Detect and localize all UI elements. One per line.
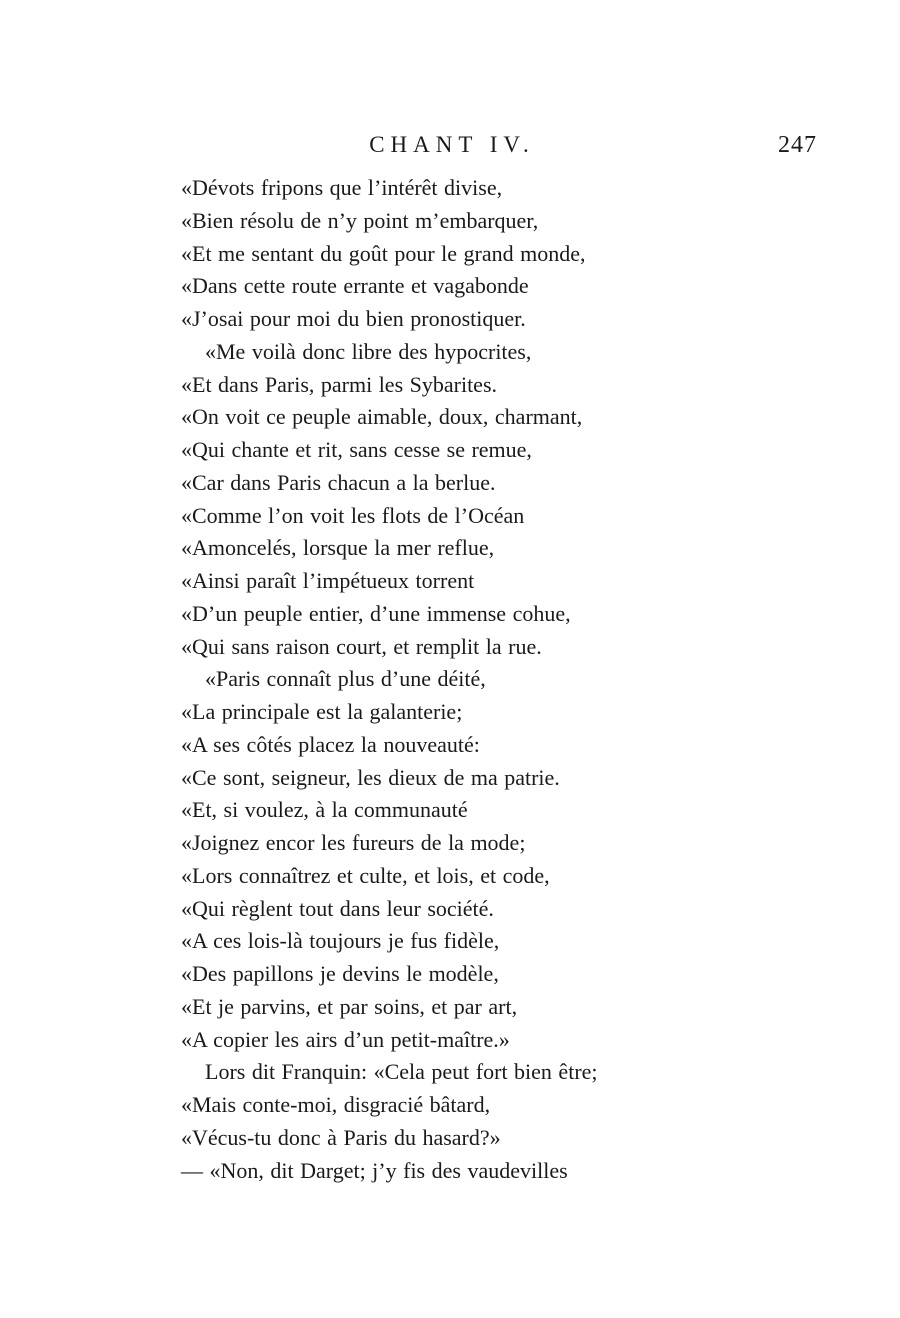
verse-line: «Joignez encor les fureurs de la mode;: [181, 830, 526, 855]
chapter-heading: CHANT IV.: [369, 132, 535, 157]
page-number: 247: [778, 132, 817, 158]
verse-line: «A ces lois-là toujours je fus fidèle,: [181, 928, 500, 954]
verse-line: «On voit ce peuple aimable, doux, charmant,: [181, 404, 583, 430]
verse-line: «Dévots fripons que l’intérêt divise,: [181, 175, 503, 200]
verse-line: «J’osai pour moi du bien pronostiquer.: [181, 306, 526, 331]
verse-line: «Me voilà donc libre des hypocrites,: [205, 338, 532, 364]
verse-line: «Dans cette route errante et vagabonde: [181, 273, 529, 299]
verse-line: «Paris connaît plus d’une déité,: [205, 666, 486, 692]
verse-line: «Et me sentant du goût pour le grand monde,: [181, 240, 586, 266]
verse-line: «Qui chante et rit, sans cesse se remue,: [181, 437, 532, 462]
verse-line: «A copier les airs d’un petit-maître.»: [181, 1026, 510, 1052]
verse-line: «Ainsi paraît l’impétueux torrent: [181, 568, 475, 593]
verse-line: «Vécus-tu donc à Paris du hasard?»: [181, 1124, 501, 1150]
verse-line: «Des papillons je devins le modèle,: [181, 961, 499, 986]
poem-text: [181, 172, 861, 1187]
verse-line: «A ses côtés placez la nouveauté:: [181, 731, 480, 757]
verse-line: «Comme l’on voit les flots de l’Océan: [181, 502, 525, 528]
verse-line: — «Non, dit Darget; j’y fis des vaudevilles: [181, 1157, 568, 1183]
verse-line: «Bien résolu de n’y point m’embarquer,: [181, 207, 539, 233]
verse-line: «Qui sans raison court, et remplit la rue.: [181, 633, 542, 659]
verse-line: «Et je parvins, et par soins, et par art,: [181, 993, 518, 1019]
verse-line: «Car dans Paris chacun a la berlue.: [181, 469, 496, 495]
verse-line: «Et, si voulez, à la communauté: [181, 797, 468, 823]
verse-line: «La principale est la galanterie;: [181, 699, 463, 724]
verse-line: «Qui règlent tout dans leur société.: [181, 895, 494, 921]
verse-line: «Lors connaîtrez et culte, et lois, et code,: [181, 862, 550, 888]
verse-line: «Mais conte-moi, disgracié bâtard,: [181, 1092, 491, 1117]
verse-line: Lors dit Franquin: «Cela peut fort bien être;: [205, 1059, 598, 1085]
verse-line: «Et dans Paris, parmi les Sybarites.: [181, 371, 498, 397]
verse-line: «D’un peuple entier, d’une immense cohue,: [181, 600, 571, 626]
verse-line: «Ce sont, seigneur, les dieux de ma patrie.: [181, 764, 560, 790]
verse-line: «Amoncelés, lorsque la mer reflue,: [181, 535, 495, 561]
